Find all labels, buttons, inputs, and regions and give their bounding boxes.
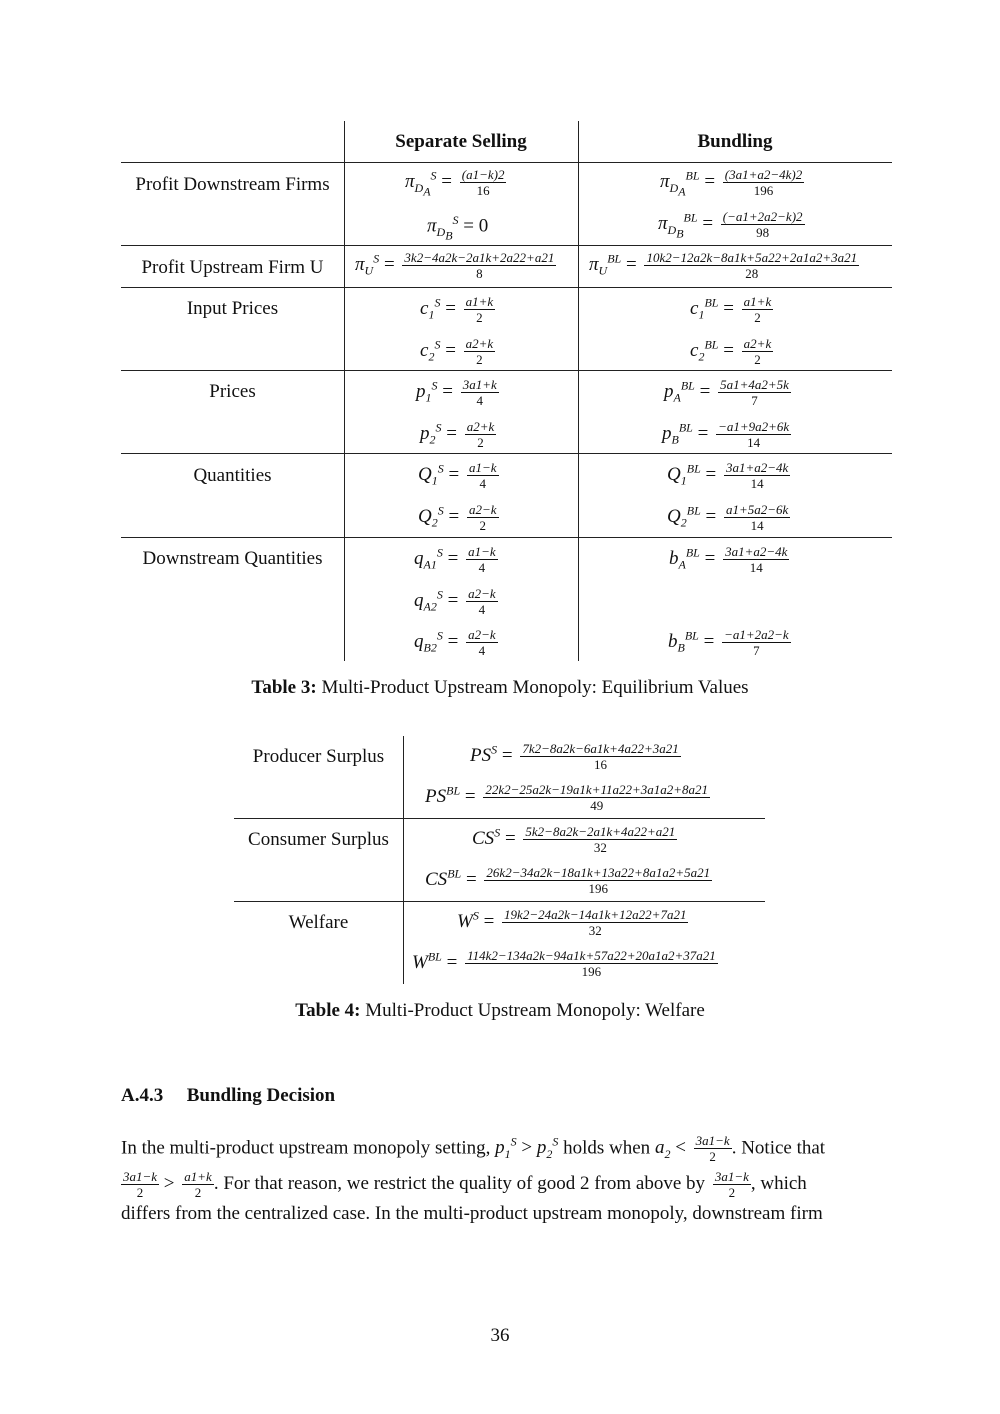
formula-bB-bundling: $b_B^{BL}$ = $\frac{-a1+2a2-k}{7}$: [668, 627, 789, 658]
table4-rule: [234, 818, 765, 819]
row-label-downstream-quantities: Downstream Quantities: [142, 548, 323, 569]
row-label-quantities: Quantities: [193, 465, 272, 486]
formula-c1-separate: $c_1^S$ = $\frac{a1+k}{2}$: [420, 294, 494, 325]
table3-divider: [344, 121, 345, 661]
section-title: Bundling Decision: [186, 1085, 336, 1106]
formula-profit-U-separate: $\pi_U^S$ = $\frac{3k2-4a2k-2a1k+2a22+a21}{8}$: [355, 250, 555, 281]
paragraph-line: differs from the centralized case. In the multi-product upstream monopoly, downstream firm: [121, 1203, 823, 1225]
table4-divider: [403, 736, 404, 984]
formula-p2-separate: $p_2^S$ = $\frac{a2+k}{2}$: [420, 419, 495, 450]
table3-caption-text: Multi-Product Upstream Monopoly: Equilibrium Values: [321, 677, 749, 698]
table3-rule: [121, 245, 892, 246]
row-label-consumer-surplus: Consumer Surplus: [248, 829, 389, 850]
formula-qB2-separate: $q_{B2}^S$ = $\frac{a2-k}{4}$: [414, 627, 496, 658]
row-label-producer-surplus: Producer Surplus: [252, 746, 385, 767]
table3-caption: [0, 677, 1000, 699]
table3-rule: [121, 370, 892, 371]
column-header-bundling: Bundling: [697, 131, 773, 152]
section-heading: [121, 1085, 335, 1107]
row-label-prices: Prices: [209, 381, 256, 402]
section-number: A.4.3: [121, 1085, 164, 1106]
formula-CS-bundling: $CS^{BL}$ = $\frac{26k2-34a2k-18a1k+13a22+8a1a2+5a21}{196}$: [425, 865, 711, 896]
formula-profit-DA-bundling: $\pi_{D_A}^{BL}$ = $\frac{(3a1+a2-4k)2}{196}$: [660, 167, 803, 199]
row-label-profit-upstream: Profit Upstream Firm U: [141, 257, 324, 278]
body-paragraph: [121, 1127, 879, 1229]
formula-W-separate: $W^S$ = $\frac{19k2-24a2k-14a1k+12a22+7a21}{32}$: [457, 907, 687, 938]
column-header-separate-selling: Separate Selling: [395, 131, 527, 152]
formula-profit-DB-bundling: $\pi_{D_B}^{BL}$ = $\frac{(-a1+2a2-k)2}{98}$: [658, 209, 803, 241]
formula-profit-U-bundling: $\pi_U^{BL}$ = $\frac{10k2-12a2k-8a1k+5a22+2a1a2+3a21}{28}$: [589, 250, 858, 281]
paragraph-line: $\frac{3a1-k}{2}$ > $\frac{a1+k}{2}$ . For that reason, we restrict the quality of good 2 from above by $\frac{3a1-k}{2}$ , which: [123, 1169, 807, 1201]
formula-profit-DA-separate: $\pi_{D_A}^S$ = $\frac{(a1-k)2}{16}$: [405, 167, 505, 199]
table3-rule: [121, 162, 892, 163]
table3-rule: [121, 537, 892, 538]
formula-Q1-separate: $Q_1^S$ = $\frac{a1-k}{4}$: [418, 460, 497, 491]
paragraph-text: In the multi-product upstream monopoly setting,: [121, 1137, 491, 1159]
paragraph-text: holds when: [563, 1137, 651, 1159]
table3-rule: [121, 287, 892, 288]
formula-CS-separate: $CS^S$ = $\frac{5k2-8a2k-2a1k+4a22+a21}{32}$: [472, 824, 676, 855]
paragraph-text: . Notice that: [731, 1137, 826, 1159]
table3-caption-label: Table 3:: [251, 677, 317, 698]
formula-Q2-separate: $Q_2^S$ = $\frac{a2-k}{2}$: [418, 502, 497, 533]
row-label-input-prices: Input Prices: [186, 298, 279, 319]
table4-caption-label: Table 4:: [295, 1000, 361, 1021]
table4-caption: [0, 1000, 1000, 1022]
formula-profit-DB-separate: $\pi_{D_B}^S = 0$: [427, 213, 489, 243]
formula-PS-separate: $PS^S$ = $\frac{7k2-8a2k-6a1k+4a22+3a21}{16}$: [470, 741, 679, 772]
formula-bA-bundling: $b_A^{BL}$ = $\frac{3a1+a2-4k}{14}$: [669, 544, 788, 575]
formula-qA1-separate: $q_{A1}^S$ = $\frac{a1-k}{4}$: [414, 544, 496, 575]
table4-rule: [234, 901, 765, 902]
row-label-profit-downstream: Profit Downstream Firms: [135, 174, 330, 195]
formula-W-bundling: $W^{BL}$ = $\frac{114k2-134a2k-94a1k+57a22+20a1a2+37a21}{196}$: [412, 948, 716, 979]
formula-c1-bundling: $c_1^{BL}$ = $\frac{a1+k}{2}$: [690, 294, 772, 325]
table3-rule: [121, 453, 892, 454]
formula-p1-separate: $p_1^S$ = $\frac{3a1+k}{4}$: [416, 377, 497, 408]
formula-pA-bundling: $p_A^{BL}$ = $\frac{5a1+4a2+5k}{7}$: [664, 377, 789, 408]
table3-divider: [578, 121, 579, 661]
row-label-welfare: Welfare: [288, 912, 349, 933]
formula-qA2-separate: $q_{A2}^S$ = $\frac{a2-k}{4}$: [414, 586, 496, 617]
formula-Q1-bundling: $Q_1^{BL}$ = $\frac{3a1+a2-4k}{14}$: [667, 460, 789, 491]
page-number: 36: [490, 1325, 510, 1346]
formula-Q2-bundling: $Q_2^{BL}$ = $\frac{a1+5a2-6k}{14}$: [667, 502, 789, 533]
paragraph-text: . For that reason, we restrict the quality of good 2 from above by: [213, 1173, 706, 1195]
formula-pB-bundling: $p_B^{BL}$ = $\frac{-a1+9a2+6k}{14}$: [662, 419, 790, 450]
formula-c2-bundling: $c_2^{BL}$ = $\frac{a2+k}{2}$: [690, 336, 772, 367]
formula-c2-separate: $c_2^S$ = $\frac{a2+k}{2}$: [420, 336, 494, 367]
formula-PS-bundling: $PS^{BL}$ = $\frac{22k2-25a2k-19a1k+11a22+3a1a2+8a21}{49}$: [425, 782, 709, 813]
paragraph-line: In the multi-product upstream monopoly setting, $p_1^S > p_2^S$ holds when $a_2$ < $\frac{3a1-k}{2}$ . Notice that: [121, 1133, 826, 1165]
table4-caption-text: Multi-Product Upstream Monopoly: Welfare: [365, 1000, 705, 1021]
paragraph-text: , which: [750, 1173, 807, 1195]
